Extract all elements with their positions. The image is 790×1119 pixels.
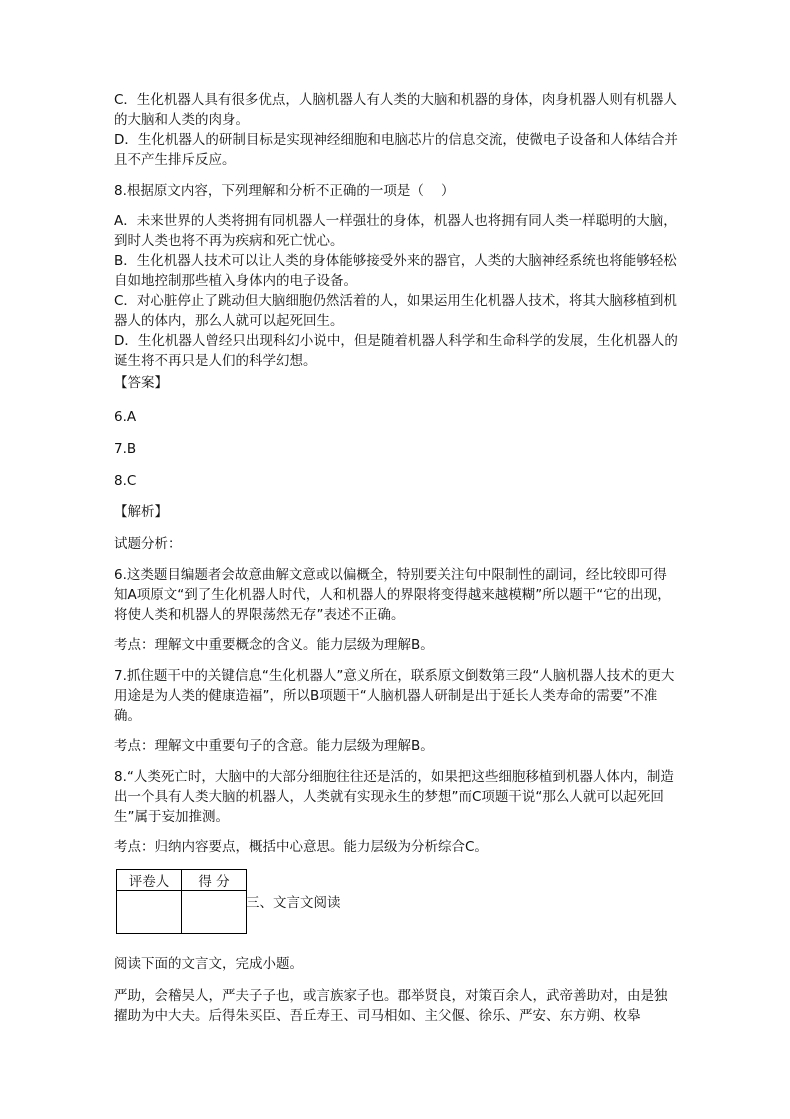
q7-options-tail [114, 90, 680, 170]
reviewer-header: 评卷人 [117, 870, 182, 891]
answer-header: 【答案】 [114, 375, 168, 391]
analysis-7: 7.抓住题干中的关键信息“生化机器人”意义所在，联系原文倒数第三段“人脑机器人技术的更大用途是为人类的健康造福”，所以B项题干“人脑机器人研制是出于延长人类寿命的需要”不准确。 [114, 668, 675, 724]
analysis-6: 6.这类题目编题者会故意曲解文意或以偏概全，特别要关注句中限制性的副词，经比较即可得知A项原文“到了生化机器人时代，人和机器人的界限将变得越来越模糊”所以题干“它的出现，将使人类和机器人的界限荡然无存”表述不正确。 [114, 567, 671, 623]
q8-options [114, 211, 680, 371]
analysis-intro: 试题分析： [114, 536, 182, 552]
answer-7: 7.B [114, 441, 137, 457]
analysis-header: 【解析】 [114, 504, 168, 520]
score-header: 得 分 [182, 870, 247, 891]
option-a: A．未来世界的人类将拥有同机器人一样强壮的身体，机器人也将拥有同人类一样聪明的大脑，到时人类也将不再为疾病和死亡忧心。 [114, 213, 677, 249]
answer-6: 6.A [114, 409, 137, 425]
option-c: C．生化机器人具有很多优点，人脑机器人有人类的大脑和机器的身体，肉身机器人则有机器人的大脑和人类的肉身。 [114, 92, 677, 128]
section-title: 三、文言文阅读 [246, 895, 341, 911]
question-stem: 8.根据原文内容，下列理解和分析不正确的一项是（ ） [114, 183, 455, 199]
score-cell [182, 891, 247, 934]
score-table [116, 869, 247, 934]
reading-prompt: 阅读下面的文言文，完成小题。 [114, 956, 303, 972]
option-d: D．生化机器人的研制目标是实现神经细胞和电脑芯片的信息交流，使微电子设备和人体结合并且不产生排斥反应。 [114, 132, 678, 168]
analysis-8: 8.“人类死亡时，大脑中的大部分细胞往往还是活的，如果把这些细胞移植到机器人体内，制造出一个具有人类大脑的机器人，人类就有实现永生的梦想”而C项题干说“那么人就可以起死回生”属于妄加推测。 [114, 769, 674, 825]
option-c: C．对心脏停止了跳动但大脑细胞仍然活着的人，如果运用生化机器人技术，将其大脑移植到机器人的体内，那么人就可以起死回生。 [114, 293, 677, 329]
reviewer-cell [117, 891, 182, 934]
option-b: B．生化机器人技术可以让人类的身体能够接受外来的器官，人类的大脑神经系统也将能够轻松自如地控制那些植入身体内的电子设备。 [114, 253, 677, 289]
option-d: D．生化机器人曾经只出现科幻小说中，但是随着机器人科学和生命科学的发展，生化机器人的诞生将不再只是人们的科学幻想。 [114, 333, 678, 369]
classical-passage: 严助，会稽吴人，严夫子子也，或言族家子也。郡举贤良，对策百余人，武帝善助对，由是独擢助为中大夫。后得朱买臣、吾丘寿王、司马相如、主父偃、徐乐、严安、东方朔、枚皋 [114, 988, 668, 1024]
question-8 [114, 181, 680, 201]
key-point-7: 考点：理解文中重要句子的含意。能力层级为理解B。 [114, 738, 434, 754]
key-point-8: 考点：归纳内容要点，概括中心意思。能力层级为分析综合C。 [114, 839, 488, 855]
key-point-6: 考点：理解文中重要概念的含义。能力层级为理解B。 [114, 637, 434, 653]
answer-8: 8.C [114, 473, 137, 489]
